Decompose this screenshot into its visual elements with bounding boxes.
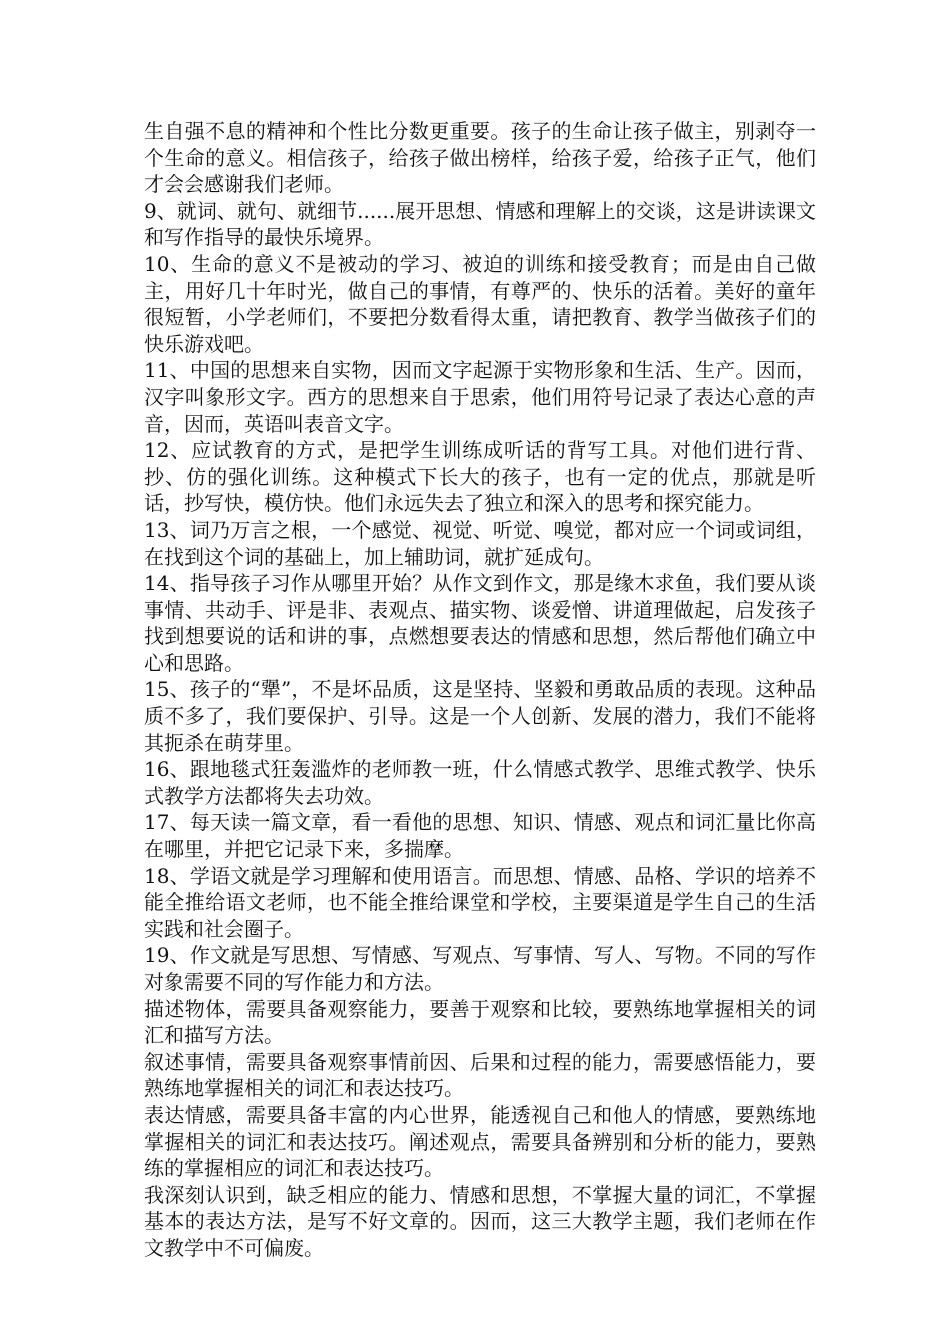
paragraph-describe-objects: 描述物体，需要具备观察能力，要善于观察和比较，要熟练地掌握相关的词汇和描写方法。	[144, 996, 816, 1048]
paragraph-continuation: 生自强不息的精神和个性比分数更重要。孩子的生命让孩子做主，别剥夺一个生命的意义。相信孩子，给孩子做出榜样，给孩子爱，给孩子正气，他们才会会感谢我们老师。	[144, 119, 816, 197]
paragraph-item-10: 10、生命的意义不是被动的学习、被迫的训练和接受教育；而是由自己做主，用好几十年时光，做自己的事情，有尊严的、快乐的活着。美好的童年很短暂，小学老师们，不要把分数看得太重，请把教育、教学当做孩子们的快乐游戏吧。	[144, 251, 816, 356]
paragraph-conclusion: 我深刻认识到，缺乏相应的能力、情感和思想，不掌握大量的词汇，不掌握基本的表达方法，是写不好文章的。因而，这三大教学主题，我们老师在作文教学中不可偏废。	[144, 1182, 816, 1260]
paragraph-item-17: 17、每天读一篇文章，看一看他的思想、知识、情感、观点和词汇量比你高在哪里，并把它记录下来，多揣摩。	[144, 810, 816, 862]
paragraph-item-14: 14、指导孩子习作从哪里开始？从作文到作文，那是缘木求鱼，我们要从谈事情、共动手、评是非、表观点、描实物、谈爱憎、讲道理做起，启发孩子找到想要说的话和讲的事，点燃想要表达的情感和思想，然后帮他们确立中心和思路。	[144, 571, 816, 675]
paragraph-item-12: 12、应试教育的方式，是把学生训练成听话的背写工具。对他们进行背、抄、仿的强化训练。这种模式下长大的孩子，也有一定的优点，那就是听话，抄写快，模仿快。他们永远失去了独立和深入的思考和探究能力。	[144, 438, 816, 516]
paragraph-item-9: 9、就词、就句、就细节......展开思想、情感和理解上的交谈，这是讲读课文和写作指导的最快乐境界。	[144, 198, 816, 250]
paragraph-item-13: 13、词乃万言之根，一个感觉、视觉、听觉、嗅觉，都对应一个词或词组，在找到这个词的基础上，加上辅助词，就扩延成句。	[144, 517, 816, 569]
paragraph-express-emotions: 表达情感，需要具备丰富的内心世界，能透视自己和他人的情感，要熟练地掌握相关的词汇和表达技巧。阐述观点，需要具备辨别和分析的能力，要熟练的掌握相应的词汇和表达技巧。	[144, 1102, 816, 1181]
paragraph-item-15: 15、孩子的“犟”，不是坏品质，这是坚持、坚毅和勇敢品质的表现。这种品质不多了，我们要保护、引导。这是一个人创新、发展的潜力，我们不能将其扼杀在萌芽里。	[144, 677, 816, 755]
paragraph-item-16: 16、跟地毯式狂轰滥炸的老师教一班，什么情感式教学、思维式教学、快乐式教学方法都将失去功效。	[144, 757, 816, 808]
paragraph-item-11: 11、中国的思想来自实物，因而文字起源于实物形象和生活、生产。因而，汉字叫象形文字。西方的思想来自于思索，他们用符号记录了表达心意的声音，因而，英语叫表音文字。	[144, 358, 816, 436]
document-body	[144, 118, 816, 1262]
paragraph-item-18: 18、学语文就是学习理解和使用语言。而思想、情感、品格、学识的培养不能全推给语文老师，也不能全推给课堂和学校，主要渠道是学生自己的生活实践和社会圈子。	[144, 863, 816, 941]
paragraph-item-19: 19、作文就是写思想、写情感、写观点、写事情、写人、写物。不同的写作对象需要不同的写作能力和方法。	[144, 943, 816, 994]
paragraph-narrate-events: 叙述事情，需要具备观察事情前因、后果和过程的能力，需要感悟能力，要熟练地掌握相关的词汇和表达技巧。	[144, 1049, 816, 1101]
